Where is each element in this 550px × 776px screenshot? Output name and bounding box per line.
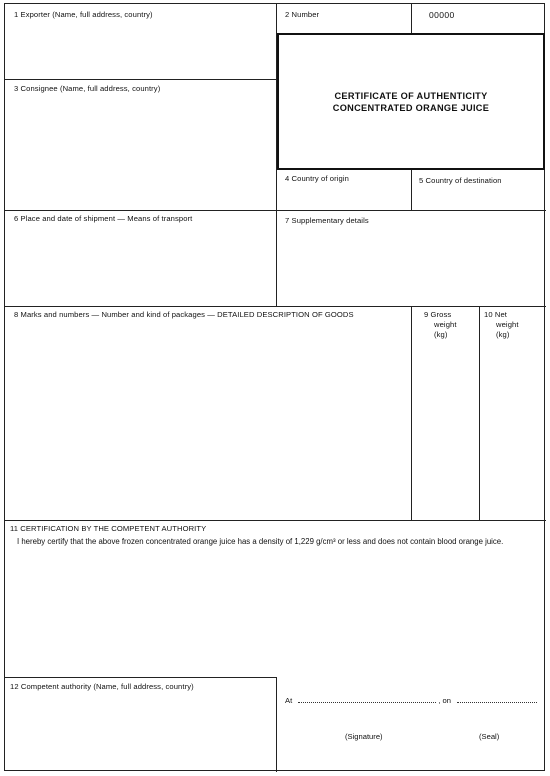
certificate-title-line2: CONCENTRATED ORANGE JUICE [332,102,490,113]
on-label: , on [438,696,451,705]
place-dotted-line [298,696,436,703]
date-dotted-line [457,696,537,703]
certification-text: I hereby certify that the above frozen concentrated orange juice has a density of 1,229 g/cm³ or less and does not contain blood orange juice. [17,537,504,546]
divider-number-cell [411,4,412,33]
goods-description-label: 8 Marks and numbers — Number and kind of packages — DETAILED DESCRIPTION OF GOODS [14,310,354,319]
country-of-destination-label: 5 Country of destination [419,176,502,185]
shipment-label: 6 Place and date of shipment — Means of transport [14,214,193,223]
net-weight-number: 10 [484,310,493,319]
divider-exporter-consignee [5,79,277,80]
divider-row-certification [5,520,546,521]
divider-authority [276,677,277,772]
gross-weight-unit: (kg) [434,330,448,339]
divider-gross-weight [411,306,412,520]
certification-label: 11 CERTIFICATION BY THE COMPETENT AUTHORITY [10,524,207,533]
exporter-label: 1 Exporter (Name, full address, country) [14,10,153,19]
divider-country-cells [411,170,412,210]
number-label: 2 Number [285,10,320,19]
certificate-form [4,3,545,771]
place-date-line [285,696,537,705]
net-weight-line2: weight [496,320,519,329]
at-label: At [285,696,293,705]
certificate-title-box [277,33,545,170]
competent-authority-label: 12 Competent authority (Name, full address, country) [10,682,194,691]
divider-row-goods [5,306,546,307]
net-weight-label [484,310,519,340]
signature-caption: (Signature) [345,732,383,741]
gross-weight-word: Gross [430,310,452,319]
certificate-number: 00000 [429,10,455,20]
net-weight-unit: (kg) [496,330,510,339]
gross-weight-line2: weight [434,320,457,329]
consignee-label: 3 Consignee (Name, full address, country) [14,84,161,93]
supplementary-details-label: 7 Supplementary details [285,216,369,225]
seal-caption: (Seal) [479,732,500,741]
divider-row-authority [5,677,277,678]
certificate-title-line1: CERTIFICATE OF AUTHENTICITY [334,90,488,101]
divider-net-weight [479,306,480,520]
country-of-origin-label: 4 Country of origin [285,174,349,183]
gross-weight-label [424,310,457,340]
gross-weight-number: 9 [424,310,429,319]
net-weight-word: Net [494,310,507,319]
